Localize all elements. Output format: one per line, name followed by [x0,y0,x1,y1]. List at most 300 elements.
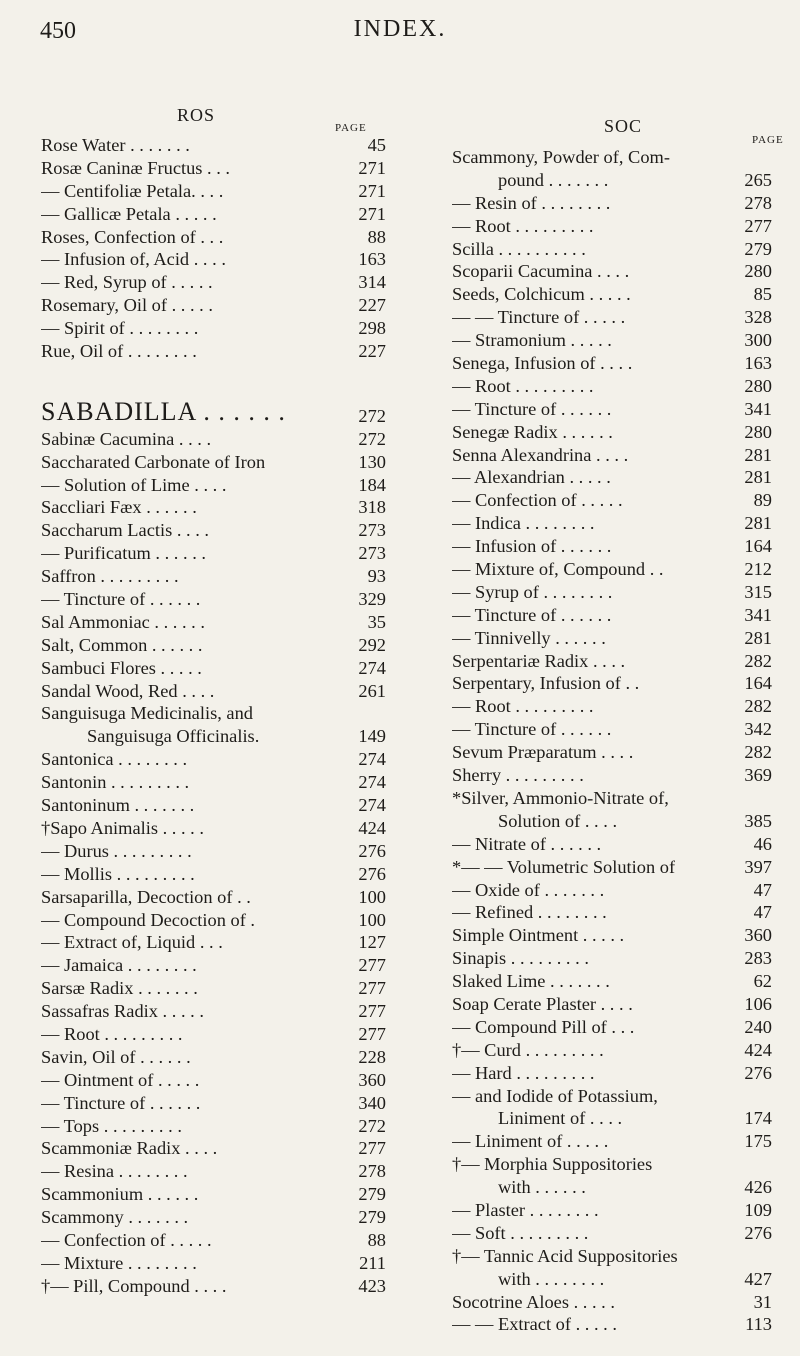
entry-text: Saccliari Fæx . . . . . . [41,497,197,518]
index-entry [41,400,386,428]
entry-page: 282 [744,696,772,717]
index-entry [41,840,386,863]
entry-text: Scilla . . . . . . . . . . [452,238,586,259]
entry-text: — Root . . . . . . . . . [452,696,594,717]
entry-text: — Hard . . . . . . . . . [452,1062,595,1083]
entry-text: Saccharated Carbonate of Iron [41,451,266,472]
entry-page: 274 [358,657,386,678]
entry-text: — Infusion of, Acid . . . . [41,249,226,270]
entry-page: 279 [744,238,772,259]
entry-page: 424 [744,1039,772,1060]
entry-text: Liniment of . . . . [498,1108,623,1129]
page-label-left: PAGE [335,122,367,134]
index-entry [452,1176,772,1199]
index-entry [452,512,772,535]
entry-page: 276 [744,1222,772,1243]
entry-page: 341 [744,604,772,625]
index-entry [41,1252,386,1275]
page-number: 450 [40,18,76,44]
index-entry [41,1069,386,1092]
entry-text: — Extract of, Liquid . . . [41,932,223,953]
entry-text: — and Iodide of Potassium, [452,1085,658,1106]
index-entry [452,833,772,856]
entry-page: 280 [744,261,772,282]
index-entry [41,248,386,271]
entry-text: Sevum Præparatum . . . . [452,742,634,763]
entry-page: 271 [358,203,386,224]
entry-text: Roses, Confection of . . . [41,226,224,247]
entry-page: 109 [744,1199,772,1220]
entry-text: Scammony . . . . . . . [41,1207,189,1228]
index-entry [452,1085,772,1108]
entry-page: 315 [744,581,772,602]
index-entry [452,352,772,375]
entry-page: 282 [744,650,772,671]
index-entry [41,817,386,840]
index-entry [452,581,772,604]
index-entry [452,879,772,902]
entry-page: 277 [358,955,386,976]
index-entry [41,565,386,588]
index-entry [41,496,386,519]
entry-text: — Purificatum . . . . . . [41,543,206,564]
entry-text: — Tincture of . . . . . . [452,719,612,740]
entry-page: 279 [358,1184,386,1205]
index-entry [41,1206,386,1229]
entry-page: 130 [358,451,386,472]
entry-text: — Mollis . . . . . . . . . [41,863,195,884]
index-entry [452,1222,772,1245]
entry-page: 272 [358,405,386,426]
entry-text: Seeds, Colchicum . . . . . [452,284,631,305]
entry-text: †— Pill, Compound . . . . [41,1275,227,1296]
entry-text: — Refined . . . . . . . . [452,902,607,923]
entry-page: 89 [753,490,772,511]
entry-text: Santoninum . . . . . . . [41,795,195,816]
entry-text: Scammony, Powder of, Com- [452,147,670,167]
entry-text: Scammoniæ Radix . . . . [41,1138,218,1159]
entry-text: Sandal Wood, Red . . . . [41,680,215,701]
index-entry [452,993,772,1016]
entry-page: 277 [358,1023,386,1044]
entry-text: Sanguisuga Medicinalis, and [41,703,253,724]
entry-page: 341 [744,398,772,419]
entry-text: Sassafras Radix . . . . . [41,1001,204,1022]
entry-page: 281 [744,513,772,534]
index-entry [452,764,772,787]
entry-page: 211 [359,1252,386,1273]
entry-page: 163 [358,249,386,270]
entry-page: 88 [367,226,386,247]
page-label-right: PAGE [752,134,784,146]
entry-text: SABADILLA . . . . . . [41,400,286,424]
entry-text: — Plaster . . . . . . . . [452,1199,599,1220]
entry-page: 277 [744,215,772,236]
entry-text: — Resin of . . . . . . . . [452,192,611,213]
entry-text: — Tinnivelly . . . . . . [452,627,606,648]
entry-page: 280 [744,421,772,442]
entry-text: — Gallicæ Petala . . . . . [41,203,217,224]
entry-text: Solution of . . . . [498,810,618,831]
entry-text: Senna Alexandrina . . . . [452,444,629,465]
index-entry [41,954,386,977]
entry-text: Rose Water . . . . . . . [41,135,190,155]
entry-page: 276 [744,1062,772,1083]
entry-text: Scammonium . . . . . . [41,1184,199,1205]
entry-text: Soap Cerate Plaster . . . . [452,993,633,1014]
index-entry [452,306,772,329]
guide-word-right: SOC [604,116,643,136]
entry-page: 45 [367,135,386,155]
index-entry [452,810,772,833]
index-entry [41,474,386,497]
index-entry [452,1313,772,1336]
entry-text: — Indica . . . . . . . . [452,513,595,534]
entry-page: 212 [744,559,772,580]
index-entry [452,215,772,238]
entry-text: — Soft . . . . . . . . . [452,1222,589,1243]
index-entry [41,519,386,542]
entry-text: Sherry . . . . . . . . . [452,765,584,786]
entry-page: 278 [358,1161,386,1182]
entry-page: 163 [744,353,772,374]
entry-text: — Syrup of . . . . . . . . [452,581,613,602]
index-entry [452,1107,772,1130]
index-entry [41,771,386,794]
entry-text: — Compound Decoction of . [41,909,256,930]
index-entry [41,931,386,954]
entry-text: — — Tincture of . . . . . [452,307,626,328]
entry-page: 240 [744,1016,772,1037]
entry-text: — Tops . . . . . . . . . [41,1115,182,1136]
entry-text: Saffron . . . . . . . . . [41,566,179,587]
entry-page: 47 [753,902,772,923]
index-entry [452,238,772,261]
entry-page: 273 [358,543,386,564]
entry-page: 265 [744,169,772,190]
entry-text: — Tincture of . . . . . . [452,604,612,625]
entry-text: Sal Ammoniac . . . . . . [41,611,205,632]
index-entry [452,1291,772,1314]
index-entry [41,1160,386,1183]
entry-text: — Nitrate of . . . . . . [452,833,602,854]
entry-text: — Confection of . . . . . [452,490,623,511]
entry-page: 272 [358,428,386,449]
index-entry [452,695,772,718]
index-entry [452,1268,772,1291]
index-entry [452,1016,772,1039]
entry-text: — Centifoliæ Petala. . . . [41,180,224,201]
entry-page: 342 [744,719,772,740]
index-entry [452,169,772,192]
index-entry [41,1275,386,1298]
entry-text: *Silver, Ammonio-Nitrate of, [452,787,669,808]
index-entry [452,1153,772,1176]
index-entry [41,451,386,474]
entry-text: Slaked Lime . . . . . . . [452,971,610,992]
entry-text: pound . . . . . . . [498,169,609,190]
entry-page: 149 [358,726,386,747]
entry-page: 274 [358,749,386,770]
entry-page: 280 [744,375,772,396]
entry-page: 281 [744,467,772,488]
index-entry [452,489,772,512]
guide-word-left: ROS [177,105,216,125]
index-entry [41,634,386,657]
entry-page: 100 [358,886,386,907]
index-entry [41,271,386,294]
index-entry [41,180,386,203]
index-entry [41,1229,386,1252]
entry-page: 282 [744,742,772,763]
index-entry [41,977,386,1000]
entry-text: Santonin . . . . . . . . . [41,772,190,793]
entry-text: Rosemary, Oil of . . . . . [41,295,213,316]
entry-text: Rue, Oil of . . . . . . . . [41,341,197,362]
entry-page: 360 [744,925,772,946]
entry-page: 184 [358,474,386,495]
entry-text: — Liniment of . . . . . [452,1131,609,1152]
entry-page: 423 [358,1275,386,1296]
index-entry [452,375,772,398]
entry-page: 273 [358,520,386,541]
entry-page: 276 [358,840,386,861]
index-entry [452,650,772,673]
entry-text: — Ointment of . . . . . [41,1069,200,1090]
entry-text: — Solution of Lime . . . . [41,474,227,495]
entry-text: †— Morphia Suppositories [452,1154,653,1175]
entry-text: — Alexandrian . . . . . [452,467,611,488]
entry-page: 360 [358,1069,386,1090]
entry-page: 314 [358,272,386,293]
entry-text: *— — Volumetric Solution of [452,856,676,877]
index-entry [41,588,386,611]
entry-text: Saccharum Lactis . . . . [41,520,210,541]
entry-text: with . . . . . . . . [498,1268,605,1289]
index-entry [41,226,386,249]
entry-page: 62 [753,971,772,992]
index-entry [41,134,386,157]
entry-text: — Oxide of . . . . . . . [452,879,605,900]
entry-text: Savin, Oil of . . . . . . [41,1046,191,1067]
entry-text: Sanguisuga Officinalis. [87,726,260,747]
entry-text: Senegæ Radix . . . . . . [452,421,613,442]
index-entry [41,886,386,909]
index-entry [452,741,772,764]
entry-text: Santonica . . . . . . . . [41,749,188,770]
index-entry [41,340,386,363]
running-head: INDEX. [353,16,447,42]
index-entry [452,924,772,947]
entry-text: Serpentary, Infusion of . . [452,673,640,694]
entry-text: — Resina . . . . . . . . [41,1161,188,1182]
entry-text: †Sapo Animalis . . . . . [41,817,204,838]
entry-text: Sarsæ Radix . . . . . . . [41,978,198,999]
index-entry [41,611,386,634]
entry-page: 328 [744,307,772,328]
entry-text: — Confection of . . . . . [41,1229,212,1250]
entry-page: 100 [358,909,386,930]
entry-text: Sinapis . . . . . . . . . [452,948,589,969]
index-entry [452,192,772,215]
entry-page: 397 [744,856,772,877]
index-entry [41,1046,386,1069]
index-entry [41,909,386,932]
index-entry [452,1062,772,1085]
index-entry [452,947,772,970]
entry-text: Socotrine Aloes . . . . . [452,1291,615,1312]
entry-page: 369 [744,765,772,786]
entry-page: 340 [358,1092,386,1113]
entry-page: 93 [367,566,386,587]
index-entry [41,680,386,703]
index-entry [452,1130,772,1153]
index-entry [452,901,772,924]
entry-page: 272 [358,1115,386,1136]
entry-page: 318 [358,497,386,518]
entry-text: Sabinæ Cacumina . . . . [41,428,212,449]
entry-page: 276 [358,863,386,884]
index-entry [452,558,772,581]
entry-page: 385 [744,810,772,831]
entry-page: 174 [744,1108,772,1129]
entry-page: 277 [358,1138,386,1159]
index-entry [452,856,772,879]
index-entry [452,1039,772,1062]
index-entry [452,604,772,627]
index-entry [452,718,772,741]
entry-page: 164 [744,536,772,557]
index-column-right [452,146,772,1336]
entry-page: 271 [358,157,386,178]
entry-page: 228 [358,1046,386,1067]
entry-page: 113 [745,1314,772,1335]
index-entry [41,702,386,725]
entry-page: 31 [753,1291,772,1312]
entry-page: 279 [358,1207,386,1228]
entry-text: Sarsaparilla, Decoction of . . [41,886,251,907]
entry-page: 277 [358,1001,386,1022]
entry-text: Sambuci Flores . . . . . [41,657,202,678]
index-entry [452,146,772,169]
index-entry [452,444,772,467]
index-entry [41,1023,386,1046]
entry-text: — Mixture . . . . . . . . [41,1252,197,1273]
index-entry [41,294,386,317]
entry-text: — Durus . . . . . . . . . [41,840,192,861]
entry-page: 292 [358,634,386,655]
entry-text: Salt, Common . . . . . . [41,634,203,655]
entry-text: — Spirit of . . . . . . . . [41,318,199,339]
entry-text: — Compound Pill of . . . [452,1016,635,1037]
entry-text: — Tincture of . . . . . . [41,589,201,610]
entry-page: 164 [744,673,772,694]
index-entry [41,1000,386,1023]
entry-page: 281 [744,627,772,648]
index-entry [41,542,386,565]
entry-page: 277 [358,978,386,999]
entry-page: 283 [744,948,772,969]
entry-text: — Mixture of, Compound . . [452,559,664,580]
index-entry [41,1092,386,1115]
entry-page: 278 [744,192,772,213]
index-entry [41,794,386,817]
entry-text: Rosæ Caninæ Fructus . . . [41,157,231,178]
index-entry [452,260,772,283]
entry-text: Simple Ointment . . . . . [452,925,625,946]
index-entry [452,283,772,306]
index-entry [41,657,386,680]
index-entry [452,787,772,810]
entry-text: — Root . . . . . . . . . [41,1023,183,1044]
entry-text: — Tincture of . . . . . . [41,1092,201,1113]
index-entry [452,1245,772,1268]
index-entry [41,1137,386,1160]
entry-page: 35 [367,611,386,632]
entry-text: Scoparii Cacumina . . . . [452,261,630,282]
index-entry [452,421,772,444]
entry-page: 274 [358,772,386,793]
index-entry [41,1115,386,1138]
index-entry [41,157,386,180]
index-entry [41,317,386,340]
entry-text: †— Tannic Acid Suppositories [452,1245,678,1266]
entry-text: — Jamaica . . . . . . . . [41,955,197,976]
entry-text: — Infusion of . . . . . . [452,536,612,557]
entry-page: 85 [753,284,772,305]
entry-page: 106 [744,993,772,1014]
entry-text: — Red, Syrup of . . . . . [41,272,213,293]
index-entry [452,398,772,421]
index-entry [452,329,772,352]
entry-text: — — Extract of . . . . . [452,1314,617,1335]
entry-page: 274 [358,795,386,816]
entry-page: 46 [753,833,772,854]
index-column-left [41,134,386,1298]
entry-text: — Stramonium . . . . . [452,330,612,351]
index-entry [452,1199,772,1222]
entry-page: 300 [744,330,772,351]
index-entry [41,725,386,748]
index-entry [41,428,386,451]
entry-page: 424 [358,817,386,838]
entry-page: 227 [358,295,386,316]
index-entry [452,535,772,558]
index-entry [452,970,772,993]
entry-text: †— Curd . . . . . . . . . [452,1039,604,1060]
entry-text: — Root . . . . . . . . . [452,215,594,236]
entry-page: 298 [358,318,386,339]
entry-page: 329 [358,589,386,610]
entry-text: Serpentariæ Radix . . . . [452,650,626,671]
index-entry [41,748,386,771]
entry-text: — Tincture of . . . . . . [452,398,612,419]
entry-page: 47 [753,879,772,900]
index-entry [452,627,772,650]
entry-text: Senega, Infusion of . . . . [452,353,633,374]
index-entry [452,672,772,695]
index-entry [41,203,386,226]
entry-page: 127 [358,932,386,953]
entry-text: — Root . . . . . . . . . [452,375,594,396]
entry-page: 88 [367,1229,386,1250]
entry-page: 426 [744,1177,772,1198]
index-entry [452,466,772,489]
entry-text: with . . . . . . [498,1177,586,1198]
entry-page: 281 [744,444,772,465]
entry-page: 227 [358,341,386,362]
entry-page: 261 [358,680,386,701]
